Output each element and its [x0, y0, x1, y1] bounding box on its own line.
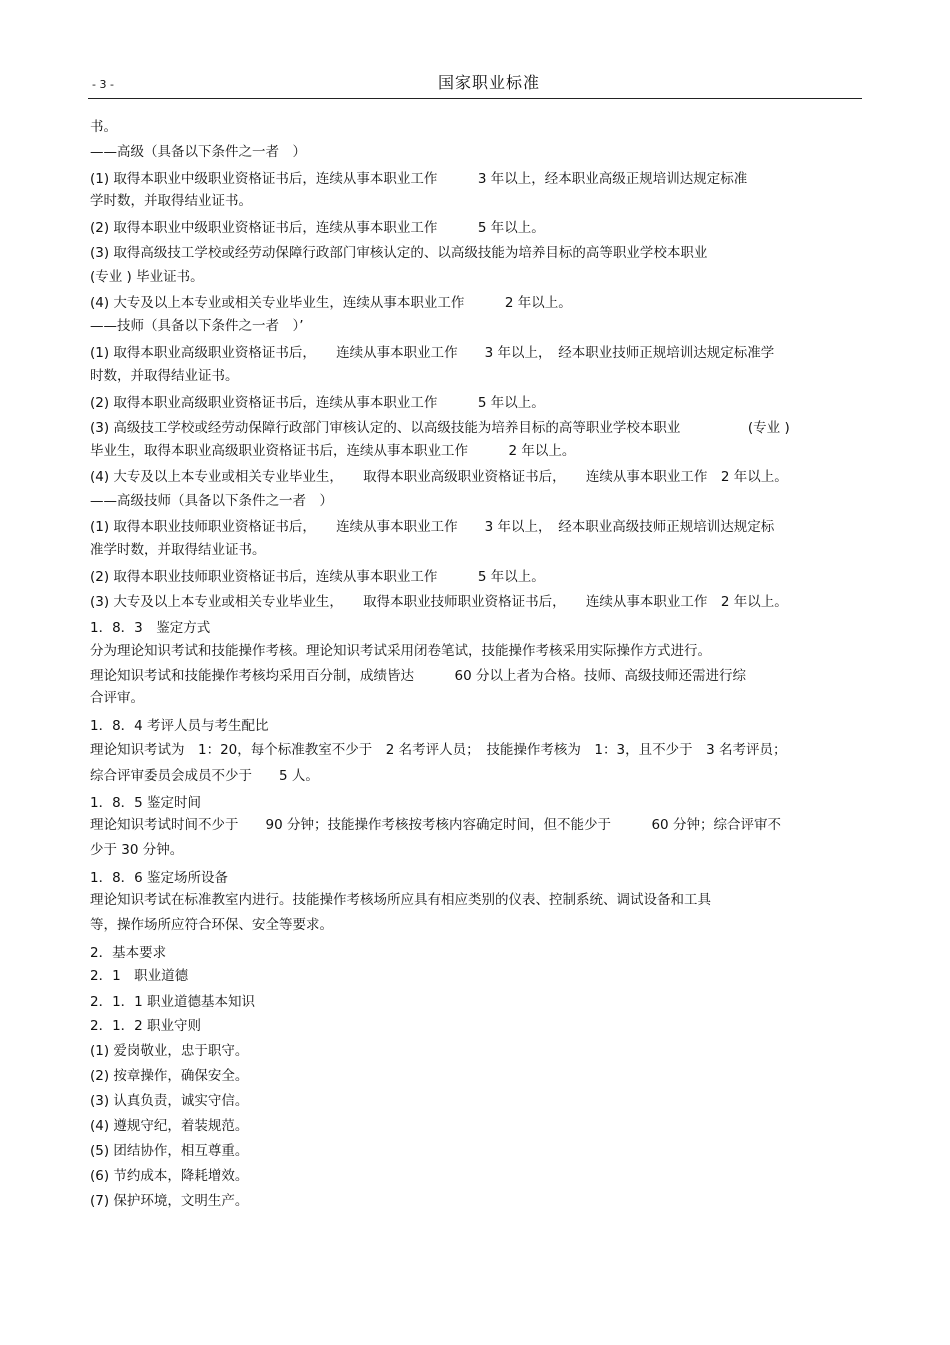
text-line: 学时数，并取得结业证书。: [90, 193, 252, 209]
text-line: (3) 高级技工学校或经劳动保障行政部门审核认定的、以高级技能为培养目标的高等职业学校本职业 (专业 ): [90, 420, 790, 436]
section-heading: 2．1．2 职业守则: [90, 1018, 202, 1034]
list-item: (6) 节约成本，降耗增效。: [90, 1168, 249, 1184]
text-line: 理论知识考试和技能操作考核均采用百分制，成绩皆达 60 分以上者为合格。技师、高级技师还需进行综: [90, 668, 746, 684]
text-line: (2) 取得本职业中级职业资格证书后，连续从事本职业工作 5 年以上。: [90, 220, 545, 236]
section-heading: 1．8．4 考评人员与考生配比: [90, 718, 269, 734]
text-line: 等，操作场所应符合环保、安全等要求。: [90, 917, 333, 933]
text-line: 少于 30 分钟。: [90, 842, 184, 858]
document-title: 国家职业标准: [438, 73, 541, 92]
text-line: (1) 取得本职业中级职业资格证书后，连续从事本职业工作 3 年以上，经本职业高级正规培训达规定标准: [90, 171, 748, 187]
list-item: (3) 认真负责，诚实守信。: [90, 1093, 249, 1109]
text-line: (1) 取得本职业技师职业资格证书后， 连续从事本职业工作 3 年以上， 经本职业高级技师正规培训达规定标: [90, 519, 775, 535]
section-heading: 1．8．5 鉴定时间: [90, 795, 202, 811]
section-heading: 2．基本要求: [90, 945, 167, 961]
section-heading: ——高级（具备以下条件之一者 ）: [90, 144, 306, 160]
section-heading: ——技师（具备以下条件之一者 ）’: [90, 318, 304, 334]
list-item: (5) 团结协作，相互尊重。: [90, 1143, 249, 1159]
text-line: (1) 取得本职业高级职业资格证书后， 连续从事本职业工作 3 年以上， 经本职业技师正规培训达规定标准学: [90, 345, 775, 361]
text-line: 合评审。: [90, 690, 144, 706]
text-line: (3) 取得高级技工学校或经劳动保障行政部门审核认定的、以高级技能为培养目标的高等职业学校本职业: [90, 245, 708, 261]
text-line: (4) 大专及以上本专业或相关专业毕业生， 取得本职业高级职业资格证书后， 连续从事本职业工作 2 年以上。: [90, 469, 788, 485]
text-line: 书。: [90, 119, 117, 135]
list-item: (1) 爱岗敬业，忠于职守。: [90, 1043, 249, 1059]
text-line: 理论知识考试在标准教室内进行。技能操作考核场所应具有相应类别的仪表、控制系统、调试设备和工具: [90, 892, 711, 908]
section-heading: ——高级技师（具备以下条件之一者 ）: [90, 493, 333, 509]
text-line: (3) 大专及以上本专业或相关专业毕业生， 取得本职业技师职业资格证书后， 连续从事本职业工作 2 年以上。: [90, 594, 788, 610]
text-line: (2) 取得本职业技师职业资格证书后，连续从事本职业工作 5 年以上。: [90, 569, 545, 585]
text-line: 理论知识考试为 1：20，每个标准教室不少于 2 名考评人员； 技能操作考核为 1：3，且不少于 3 名考评员；: [90, 742, 787, 758]
list-item: (7) 保护环境，文明生产。: [90, 1193, 249, 1209]
list-item: (4) 遵规守纪，着装规范。: [90, 1118, 249, 1134]
section-heading: 1．8．3 鉴定方式: [90, 620, 211, 636]
list-item: (2) 按章操作，确保安全。: [90, 1068, 249, 1084]
text-line: 准学时数，并取得结业证书。: [90, 542, 266, 558]
text-line: 综合评审委员会成员不少于 5 人。: [90, 768, 319, 784]
page-header: [88, 70, 862, 99]
section-heading: 1．8．6 鉴定场所设备: [90, 870, 229, 886]
text-line: 分为理论知识考试和技能操作考核。理论知识考试采用闭卷笔试，技能操作考核采用实际操作方式进行。: [90, 643, 711, 659]
page-number: - 3 -: [92, 78, 114, 91]
text-line: (2) 取得本职业高级职业资格证书后，连续从事本职业工作 5 年以上。: [90, 395, 545, 411]
text-line: (专业 ) 毕业证书。: [90, 269, 204, 285]
section-heading: 2．1．1 职业道德基本知识: [90, 994, 256, 1010]
text-line: (4) 大专及以上本专业或相关专业毕业生，连续从事本职业工作 2 年以上。: [90, 295, 572, 311]
text-line: 毕业生，取得本职业高级职业资格证书后，连续从事本职业工作 2 年以上。: [90, 443, 576, 459]
section-heading: 2．1 职业道德: [90, 968, 189, 984]
text-line: 时数，并取得结业证书。: [90, 368, 239, 384]
text-line: 理论知识考试时间不少于 90 分钟；技能操作考核按考核内容确定时间，但不能少于 60 分钟；综合评审不: [90, 817, 781, 833]
